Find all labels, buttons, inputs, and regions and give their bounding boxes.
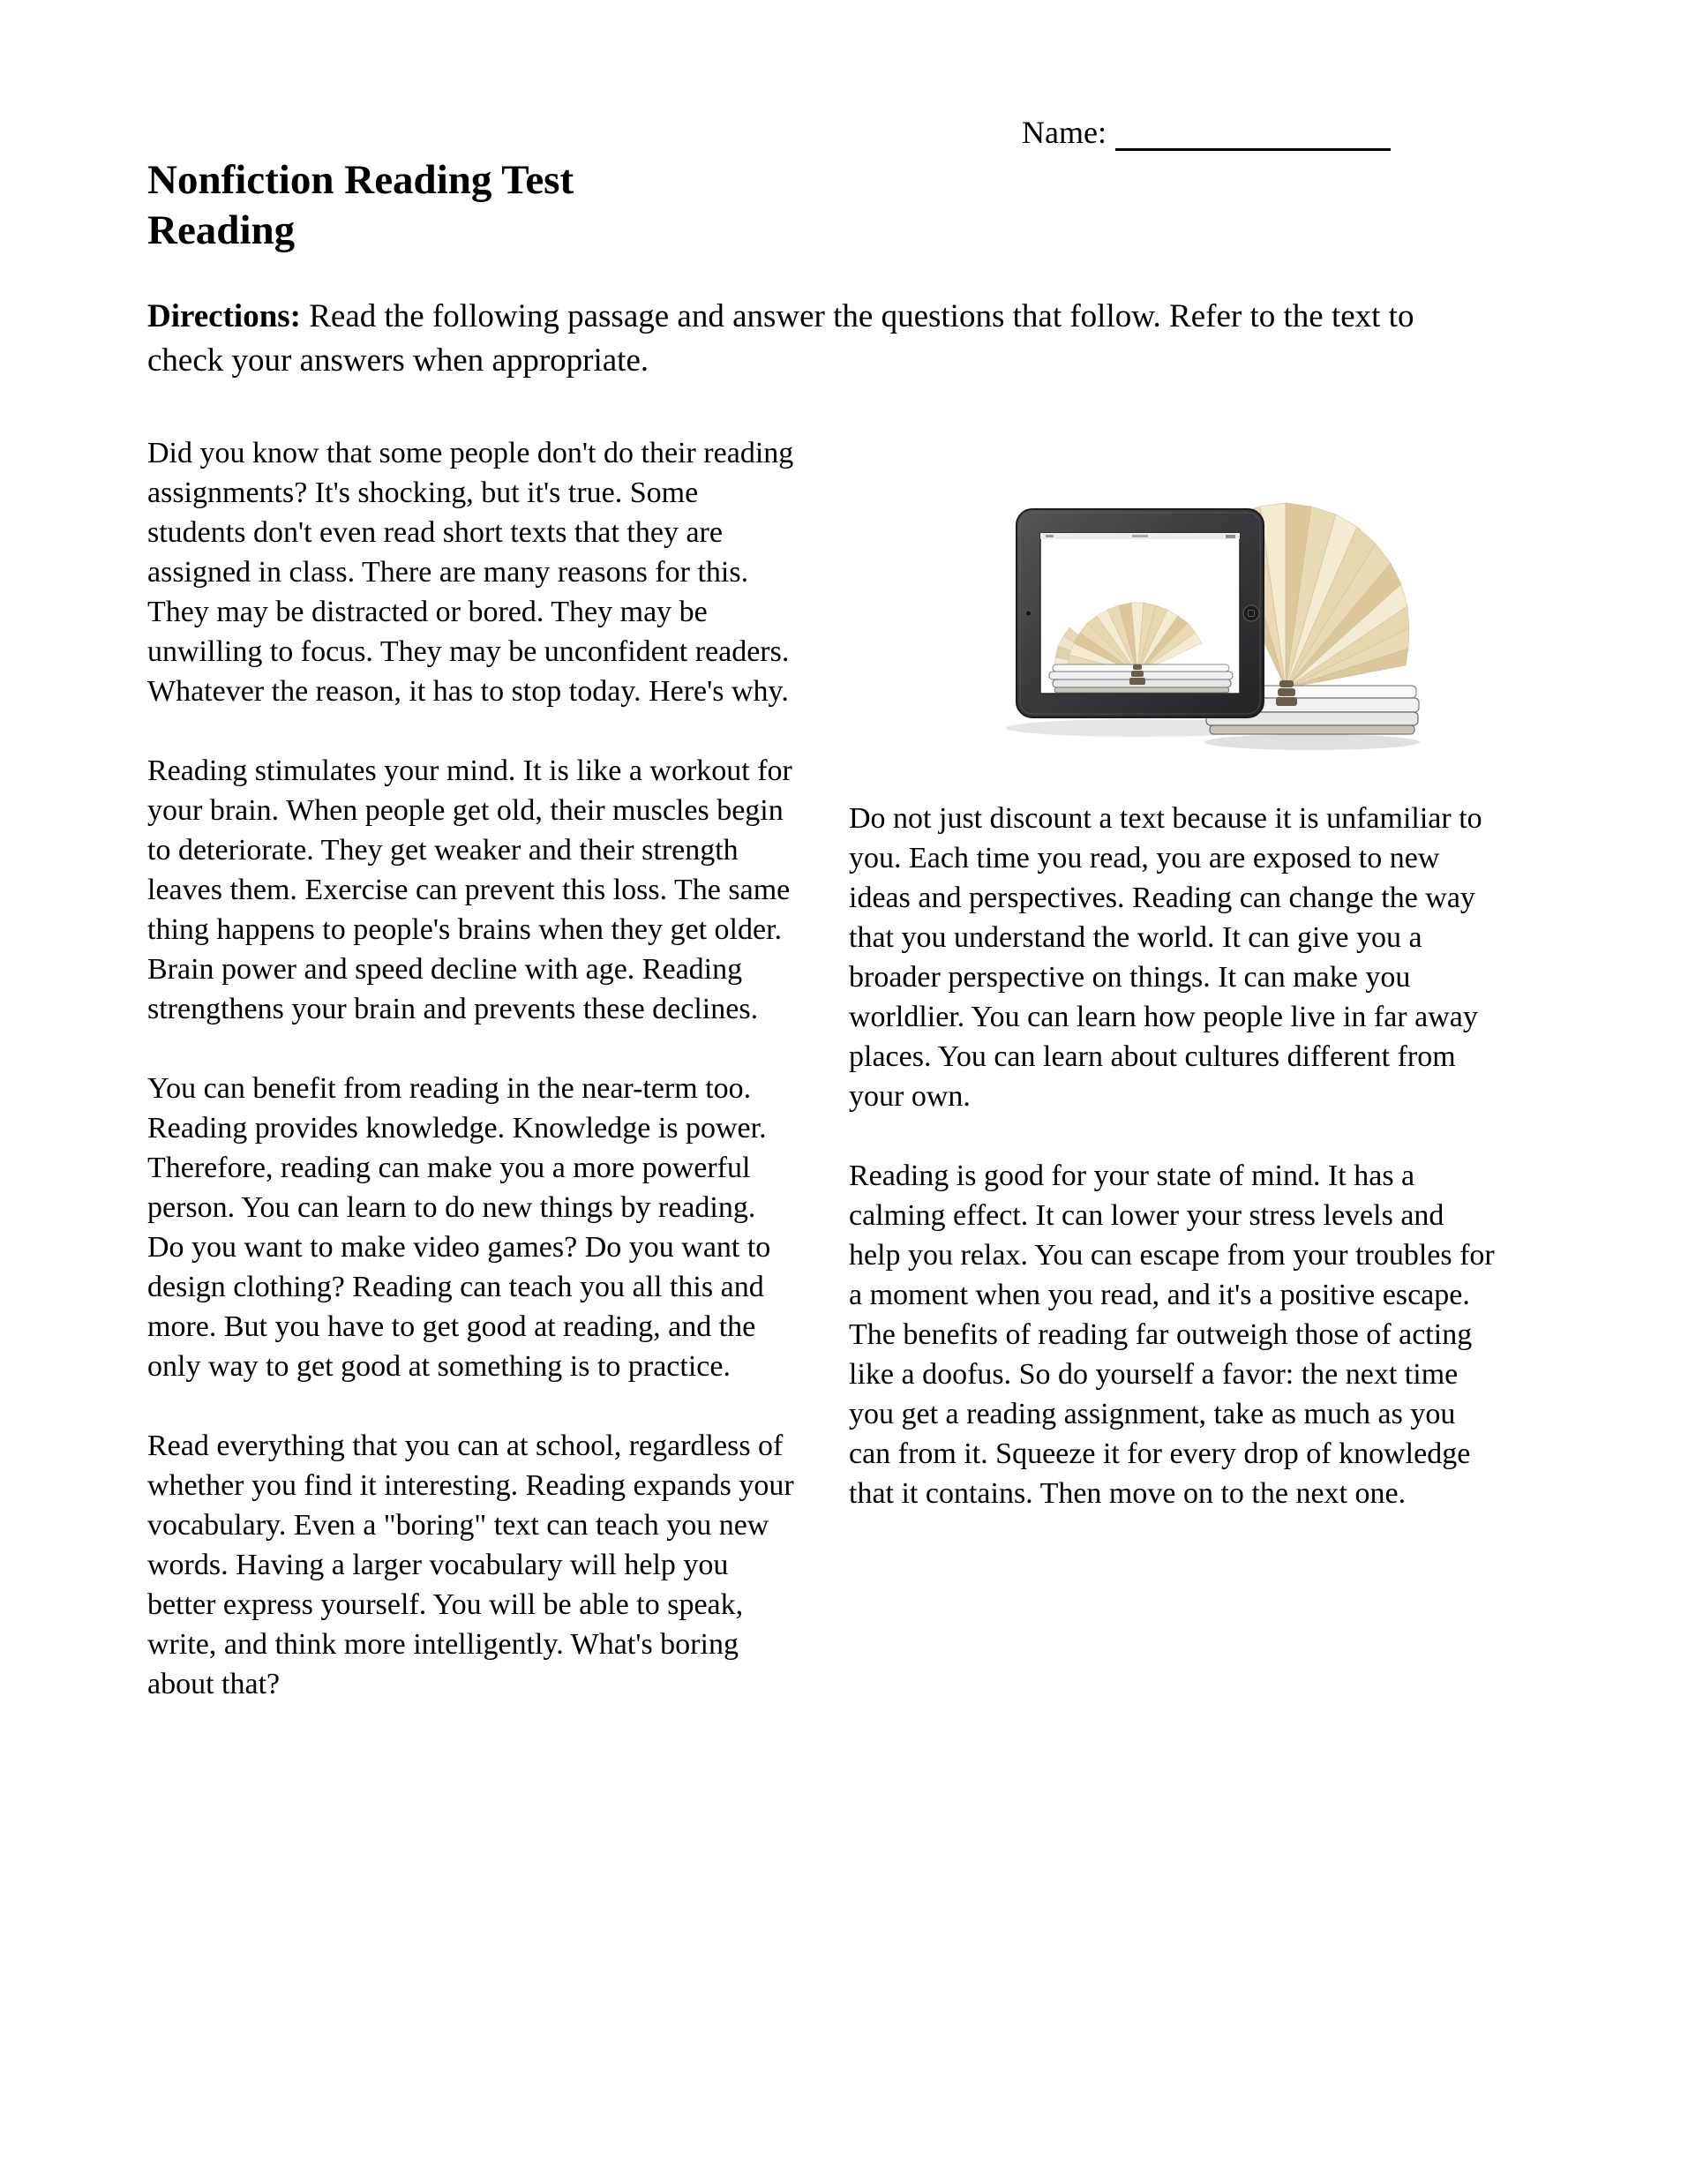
worksheet-title: Nonfiction Reading Test — [147, 157, 574, 203]
passage-paragraph-right-1: Do not just discount a text because it is unfamiliar to you. Each time you read, you are exposed to new ideas and perspectives. Reading can change the way that you understand the world. It can give you a broader perspective on things. It can make you worldlier. You can learn how people live in far away places. You can learn about cultures different from your own. — [849, 802, 1482, 1113]
passage-columns — [147, 433, 1497, 1744]
passage-paragraph-left-3: You can benefit from reading in the near-term too. Reading provides knowledge. Knowledge is power. Therefore, reading can make you a more powerful person. You can learn to do new things by reading. Do you want to make video games? Do you want to design clothing? Reading can teach you all this and more. But you have to get good at reading, and the only way to get good at something is to practice. — [147, 1072, 771, 1383]
left-column — [147, 433, 796, 1744]
status-clock-icon — [1132, 535, 1148, 537]
passage-paragraph-left-2: Reading stimulates your mind. It is like a workout for your brain. When people get old, their muscles begin to deteriorate. They get weaker and their strength leaves them. Exercise can prevent this loss. The same thing happens to people's brains when they get older. Brain power and speed decline with age. Reading strengthens your brain and prevents these declines. — [147, 754, 792, 1025]
directions-text: Read the following passage and answer the questions that follow. Refer to the text to check your answers when appropriate. — [147, 298, 1414, 379]
status-battery-icon — [1226, 535, 1235, 538]
right-column — [849, 433, 1497, 1744]
directions-label: Directions: — [147, 298, 301, 334]
passage-paragraph-right-2: Reading is good for your state of mind. It has a calming effect. It can lower your stress levels and help you relax. You can escape from your troubles for a moment when you read, and it's a positive escape. The benefits of reading far outweigh those of acting like a doofus. So do yourself a favor: the next time you get a reading assignment, take as much as you can from it. Squeeze it for every drop of knowledge that it contains. Then move on to the next one. — [849, 1160, 1495, 1510]
tablet-books-image — [977, 463, 1422, 763]
directions — [147, 295, 1471, 383]
passage-title: Reading — [147, 207, 296, 253]
home-button — [1243, 605, 1259, 621]
name-label: Name: — [1022, 115, 1107, 150]
page-title — [147, 155, 574, 256]
book-stack-shadow — [1204, 734, 1420, 750]
passage-paragraph-left-1: Did you know that some people don't do their reading assignments? It's shocking, but it's true. Some students don't even read short texts that they are assigned in class. There are many reasons for this. They may be distracted or bored. They may be unwilling to focus. They may be unconfident readers. Whatever the reason, it has to stop today. Here's why. — [147, 437, 794, 708]
passage-paragraph-left-4: Read everything that you can at school, regardless of whether you find it interesting. Reading expands your vocabulary. Even a "boring" text can teach you new words. Having a larger vocabulary will help you better express yourself. You will be able to speak, write, and think more intelligently. What's boring about that? — [147, 1430, 794, 1700]
status-wifi-icon — [1046, 535, 1054, 537]
tablet — [1017, 509, 1264, 717]
camera-dot — [1026, 611, 1032, 616]
name-field-row — [1022, 116, 1391, 151]
name-blank-line[interactable] — [1115, 117, 1391, 151]
